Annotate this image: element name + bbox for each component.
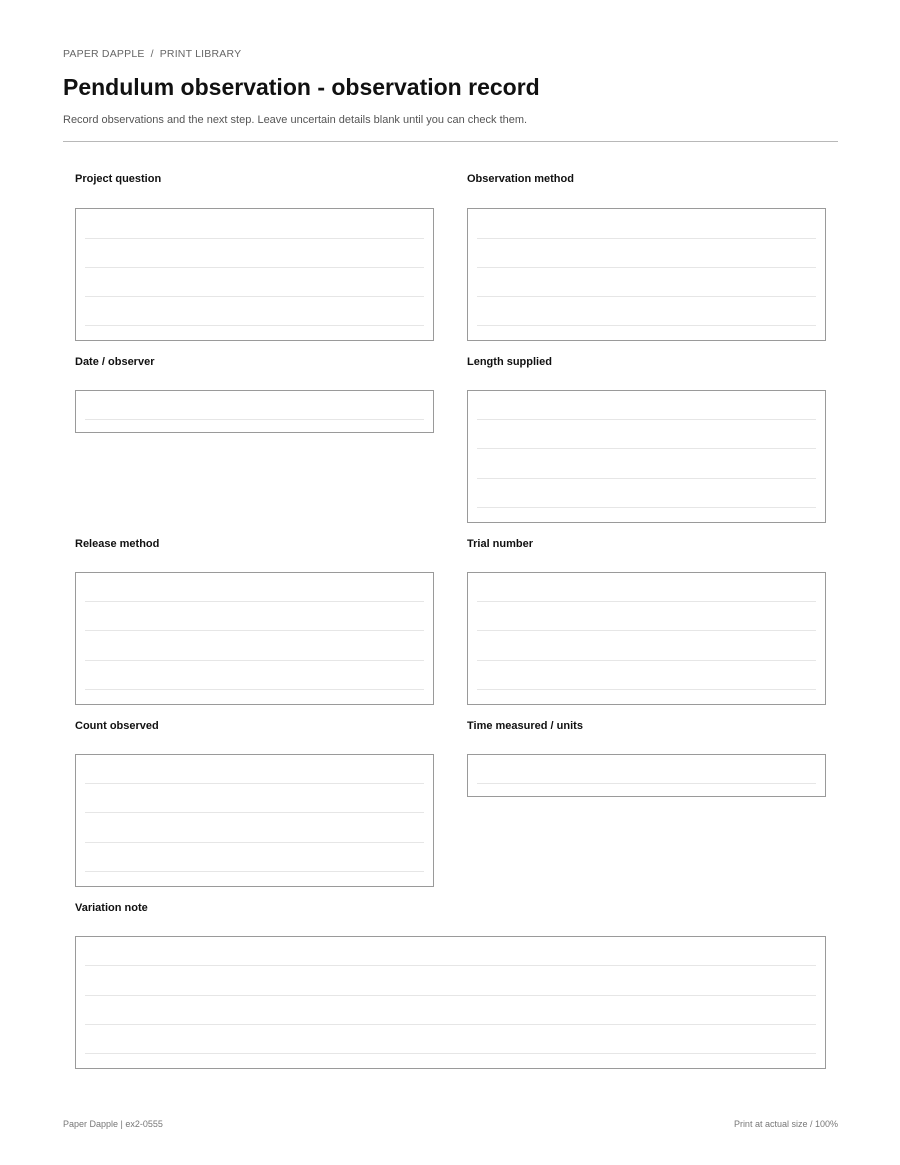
trial-number-label: Trial number (467, 538, 534, 550)
writing-line (477, 630, 816, 631)
time-measured-field[interactable] (467, 754, 826, 797)
count-observed-field[interactable] (75, 754, 434, 887)
breadcrumb (63, 48, 241, 60)
writing-line (477, 325, 816, 326)
variation-note-field[interactable] (75, 936, 826, 1069)
writing-line (85, 812, 424, 813)
breadcrumb-section: PRINT LIBRARY (159, 48, 242, 60)
writing-line (85, 296, 424, 297)
count-observed-label: Count observed (75, 720, 159, 732)
observation-method-label: Observation method (467, 173, 574, 185)
writing-line (477, 783, 816, 784)
breadcrumb-separator: / (150, 48, 154, 60)
writing-line (85, 267, 424, 268)
writing-line (85, 238, 424, 239)
writing-line (85, 1053, 816, 1054)
variation-note-label: Variation note (75, 902, 148, 914)
date-observer-label: Date / observer (75, 356, 155, 368)
release-method-field[interactable] (75, 572, 434, 705)
page-title: Pendulum observation - observation record (63, 74, 540, 100)
length-supplied-field[interactable] (467, 390, 826, 523)
writing-line (85, 871, 424, 872)
release-method-label: Release method (75, 538, 160, 550)
project-question-label: Project question (75, 173, 162, 185)
trial-number-field[interactable] (467, 572, 826, 705)
time-measured-label: Time measured / units (467, 720, 583, 732)
writing-line (85, 689, 424, 690)
date-observer-field[interactable] (75, 390, 434, 433)
writing-line (85, 325, 424, 326)
writing-line (85, 660, 424, 661)
writing-line (477, 478, 816, 479)
page-subtitle: Record observations and the next step. Leave uncertain details blank until you can check them. (63, 114, 528, 126)
footer-document-id: Paper Dapple | ex2-0555 (63, 1119, 163, 1129)
header-divider (63, 141, 838, 142)
writing-line (477, 296, 816, 297)
writing-line (85, 995, 816, 996)
writing-line (85, 1024, 816, 1025)
writing-line (477, 601, 816, 602)
writing-line (85, 601, 424, 602)
writing-line (477, 419, 816, 420)
writing-line (477, 267, 816, 268)
writing-line (85, 965, 816, 966)
writing-line (85, 842, 424, 843)
footer-print-note: Print at actual size / 100% (733, 1119, 838, 1129)
writing-line (85, 630, 424, 631)
writing-line (477, 507, 816, 508)
project-question-field[interactable] (75, 208, 434, 341)
observation-method-field[interactable] (467, 208, 826, 341)
writing-line (477, 238, 816, 239)
writing-line (85, 783, 424, 784)
breadcrumb-brand: PAPER DAPPLE (63, 48, 145, 60)
writing-line (85, 419, 424, 420)
writing-line (477, 660, 816, 661)
writing-line (477, 448, 816, 449)
length-supplied-label: Length supplied (467, 356, 552, 368)
writing-line (477, 689, 816, 690)
